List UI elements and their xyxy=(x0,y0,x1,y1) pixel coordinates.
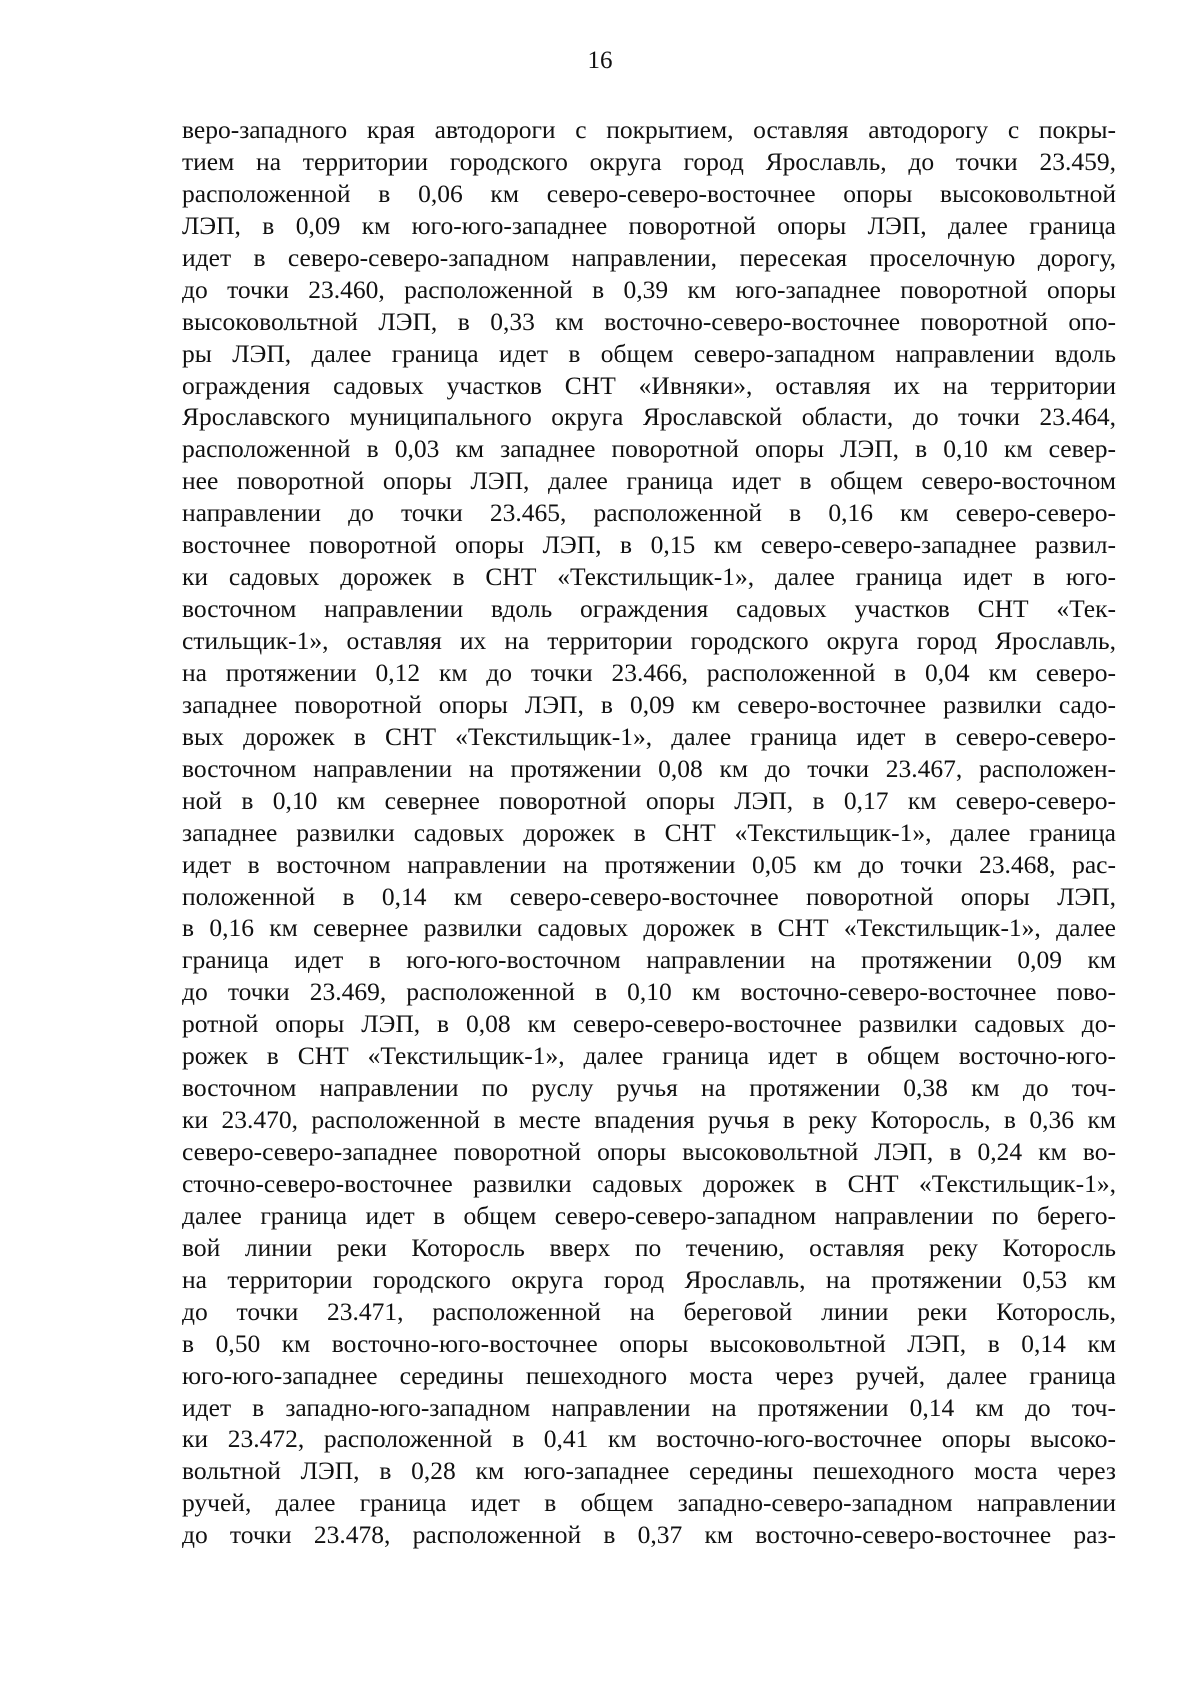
text-line: северо-северо-западнее поворотной опоры высоковольтной ЛЭП, в 0,24 км во- xyxy=(182,1137,1116,1166)
text-line: Ярославского муниципального округа Ярославской области, до точки 23.464, xyxy=(182,402,1116,432)
text-line: ной в 0,10 км севернее поворотной опоры ЛЭП, в 0,17 км северо-северо- xyxy=(182,785,1116,815)
text-line: сточно-северо-восточнее развилки садовых дорожек в СНТ «Текстильщик-1», xyxy=(182,1168,1116,1198)
text-line: ки 23.470, расположенной в месте впадения ручья в реку Которосль, в 0,36 км xyxy=(182,1105,1116,1135)
text-line: веро-западного края автодороги с покрытием, оставляя автодорогу с покры- xyxy=(182,115,1116,144)
text-line: ротной опоры ЛЭП, в 0,08 км северо-северо-восточнее развилки садовых до- xyxy=(182,1009,1116,1039)
text-line: вольтной ЛЭП, в 0,28 км юго-западнее середины пешеходного моста через xyxy=(182,1456,1116,1486)
text-line: ручей, далее граница идет в общем западно-северо-западном направлении xyxy=(182,1488,1116,1518)
text-line: ки садовых дорожек в СНТ «Текстильщик-1», далее граница идет в юго- xyxy=(182,562,1116,592)
text-line: на территории городского округа город Ярославль, на протяжении 0,53 км xyxy=(182,1264,1116,1294)
text-line: нее поворотной опоры ЛЭП, далее граница идет в общем северо-восточном xyxy=(182,466,1116,496)
text-line: ры ЛЭП, далее граница идет в общем северо-западном направлении вдоль xyxy=(182,338,1116,368)
text-line: направлении до точки 23.465, расположенной в 0,16 км северо-северо- xyxy=(182,498,1116,528)
text-line: стильщик-1», оставляя их на территории городского округа город Ярославль, xyxy=(182,626,1116,655)
text-line: восточном направлении по руслу ручья на протяжении 0,38 км до точ- xyxy=(182,1073,1116,1103)
text-line: в 0,50 км восточно-юго-восточнее опоры высоковольтной ЛЭП, в 0,14 км xyxy=(182,1328,1116,1358)
body-text xyxy=(182,114,1116,1551)
text-line: до точки 23.460, расположенной в 0,39 км юго-западнее поворотной опоры xyxy=(182,274,1116,304)
page-number: 16 xyxy=(587,47,613,74)
text-line: идет в северо-северо-западном направлении, пересекая проселочную дорогу, xyxy=(182,242,1116,272)
text-line: расположенной в 0,03 км западнее поворотной опоры ЛЭП, в 0,10 км север- xyxy=(182,434,1116,464)
text-line: юго-юго-западнее середины пешеходного моста через ручей, далее граница xyxy=(182,1360,1116,1390)
text-line: в 0,16 км севернее развилки садовых дорожек в СНТ «Текстильщик-1», далее xyxy=(182,913,1116,943)
text-line: до точки 23.471, расположенной на береговой линии реки Которосль, xyxy=(182,1296,1116,1326)
text-line: расположенной в 0,06 км северо-северо-восточнее опоры высоковольтной xyxy=(182,178,1116,208)
text-line: восточном направлении на протяжении 0,08 км до точки 23.467, расположен- xyxy=(182,753,1116,783)
text-line: ЛЭП, в 0,09 км юго-юго-западнее поворотной опоры ЛЭП, далее граница xyxy=(182,210,1116,240)
text-line: до точки 23.478, расположенной в 0,37 км восточно-северо-восточнее раз- xyxy=(182,1520,1116,1550)
text-line: западнее развилки садовых дорожек в СНТ «Текстильщик-1», далее граница xyxy=(182,817,1116,847)
text-line: ограждения садовых участков СНТ «Ивняки», оставляя их на территории xyxy=(182,370,1116,400)
text-line: идет в восточном направлении на протяжении 0,05 км до точки 23.468, рас- xyxy=(182,849,1116,879)
text-line: граница идет в юго-юго-восточном направлении на протяжении 0,09 км xyxy=(182,945,1116,975)
text-line: на протяжении 0,12 км до точки 23.466, расположенной в 0,04 км северо- xyxy=(182,657,1116,687)
text-line: вых дорожек в СНТ «Текстильщик-1», далее граница идет в северо-северо- xyxy=(182,721,1116,751)
text-line: положенной в 0,14 км северо-северо-восточнее поворотной опоры ЛЭП, xyxy=(182,881,1116,911)
text-line: вой линии реки Которосль вверх по течению, оставляя реку Которосль xyxy=(182,1232,1116,1262)
text-line: до точки 23.469, расположенной в 0,10 км восточно-северо-восточнее пово- xyxy=(182,977,1116,1007)
text-line: высоковольтной ЛЭП, в 0,33 км восточно-северо-восточнее поворотной опо- xyxy=(182,306,1116,336)
text-line: западнее поворотной опоры ЛЭП, в 0,09 км северо-восточнее развилки садо- xyxy=(182,689,1116,719)
text-line: тием на территории городского округа город Ярославль, до точки 23.459, xyxy=(182,146,1116,176)
text-line: восточном направлении вдоль ограждения садовых участков СНТ «Тек- xyxy=(182,594,1116,624)
text-line: ки 23.472, расположенной в 0,41 км восточно-юго-восточнее опоры высоко- xyxy=(182,1424,1116,1454)
text-line: далее граница идет в общем северо-северо-западном направлении по берего- xyxy=(182,1200,1116,1230)
text-line: идет в западно-юго-западном направлении на протяжении 0,14 км до точ- xyxy=(182,1392,1116,1422)
text-line: рожек в СНТ «Текстильщик-1», далее граница идет в общем восточно-юго- xyxy=(182,1041,1116,1071)
text-line: восточнее поворотной опоры ЛЭП, в 0,15 км северо-северо-западнее развил- xyxy=(182,530,1116,560)
